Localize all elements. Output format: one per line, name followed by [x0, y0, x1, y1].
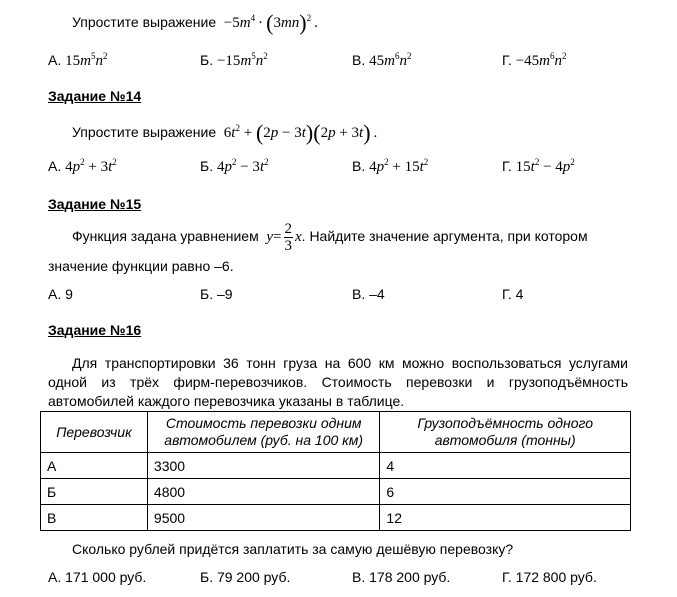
table-cell: 3300 — [147, 453, 380, 479]
task13-option-a: А. $15m^5n^2$ — [48, 51, 108, 69]
task16-option-b: Б. 79 200 руб. — [200, 569, 291, 585]
table-header-row — [41, 412, 631, 453]
task14-option-c: В. $4p^2 + 15t^2$ — [352, 157, 429, 175]
table-row — [41, 505, 631, 531]
task15-option-b: Б. –9 — [200, 286, 233, 302]
task16-option-a: А. 171 000 руб. — [48, 569, 147, 585]
task16-option-c: В. 178 200 руб. — [352, 569, 451, 585]
task14-option-a: А. $4p^2 + 3t^2$ — [48, 157, 117, 175]
table-cell: В — [41, 505, 148, 531]
table-cell: 6 — [380, 479, 631, 505]
task14-heading: Задание №14 — [48, 88, 142, 104]
task13-option-b: Б. $-15m^5n^2$ — [200, 51, 268, 69]
table-cell: 12 — [380, 505, 631, 531]
table-row — [41, 479, 631, 505]
task13-expression: $-5m^4 \cdot (3mn)^2$ . — [220, 10, 318, 35]
task16-question: Сколько рублей придётся заплатить за самую дешёвую перевозку? — [72, 541, 514, 557]
table-header-capacity: Грузоподъёмность одного автомобиля (тонны) — [380, 412, 631, 453]
task15-heading: Задание №15 — [48, 196, 142, 212]
task15-option-d: Г. 4 — [502, 286, 524, 302]
task15-option-c: В. –4 — [352, 286, 385, 302]
task13-prompt: Упростите выражение $-5m^4 \cdot (3mn)^2$ . — [72, 10, 318, 35]
task14-option-d: Г. $15t^2 - 4p^2$ — [502, 157, 575, 175]
carriers-table — [40, 411, 631, 531]
table-cell: 4800 — [147, 479, 380, 505]
table-header-carrier: Перевозчик — [41, 412, 148, 453]
table-row — [41, 453, 631, 479]
task16-text-line1: Для транспортировки 36 тонн груза на 600 км можно воспользоваться услугами — [72, 355, 628, 371]
table-cell: 9500 — [147, 505, 380, 531]
task15-option-a: А. 9 — [48, 286, 73, 302]
table-cell: Б — [41, 479, 148, 505]
task15-fraction: $\frac{2}{3}$ — [284, 221, 292, 255]
task13-option-c: В. $45m^6n^2$ — [352, 51, 412, 69]
task15-line2: значение функции равно –6. — [48, 258, 234, 274]
task15-prompt: Функция задана уравнением y= $\frac{2}{3}$ x. Найдите значение аргумента, при котором — [72, 221, 588, 255]
task14-expression: $6t^2 + (2p - 3t)(2p + 3t)$ . — [220, 120, 378, 145]
task15-equation: y= $\frac{2}{3}$ x — [262, 221, 302, 255]
table-header-cost: Стоимость перевозки одним автомобилем (руб. на 100 км) — [147, 412, 380, 453]
table-cell: 4 — [380, 453, 631, 479]
task16-heading: Задание №16 — [48, 322, 142, 338]
task14-option-b: Б. $4p^2 - 3t^2$ — [200, 157, 269, 175]
table-cell: А — [41, 453, 148, 479]
task16-text-line3: автомобилей каждого перевозчика указаны в таблице. — [48, 393, 405, 409]
task16-option-d: Г. 172 800 руб. — [502, 569, 597, 585]
task13-option-d: Г. $-45m^6n^2$ — [502, 51, 567, 69]
task14-prompt: Упростите выражение $6t^2 + (2p - 3t)(2p + 3t)$ . — [72, 120, 378, 145]
task16-text-line2: одной из трёх фирм-перевозчиков. Стоимость перевозки и грузоподъёмность — [48, 374, 628, 390]
